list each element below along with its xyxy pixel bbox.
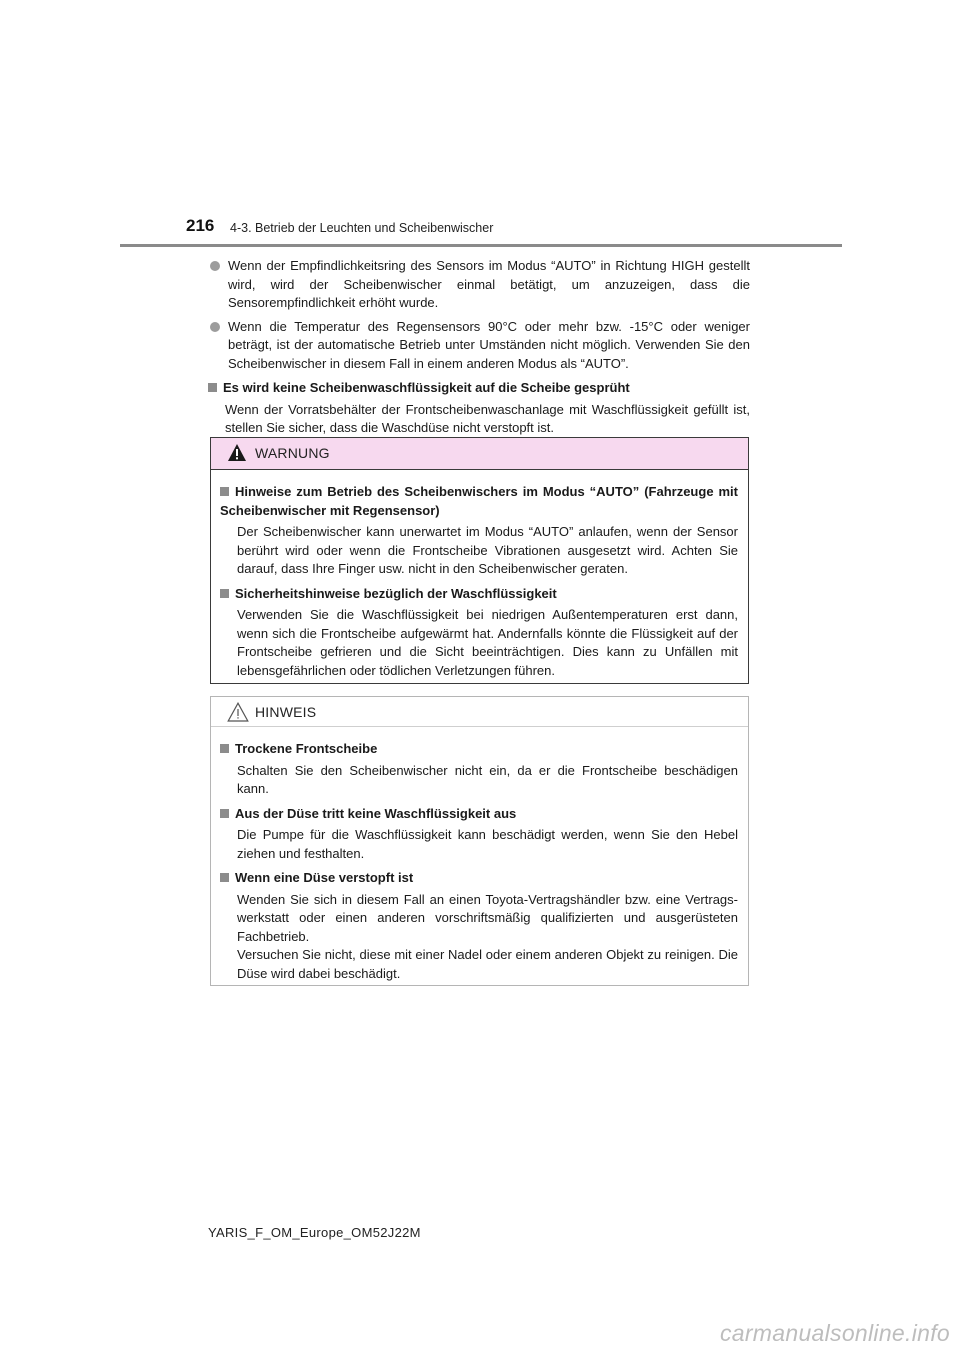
section-heading: Es wird keine Scheibenwaschflüssigkeit auf die Scheibe gesprüht	[208, 379, 750, 398]
notice-box	[210, 696, 749, 986]
section-body: Wenn der Vorratsbehälter der Frontscheibenwaschanlage mit Waschflüssigkeit gefüllt ist, stellen Sie sicher, dass die Waschdüse nicht verstopft ist.	[225, 401, 750, 435]
notice-item-body: Schalten Sie den Scheibenwischer nicht ein, da er die Frontscheibe beschädigen kann.	[237, 762, 738, 796]
warning-header	[211, 438, 748, 470]
bullet-text: Wenn der Empfindlichkeitsring des Sensors im Modus “AUTO” in Richtung HIGH gestellt wird, wird der Scheibenwischer einmal betätigt, um anzuzeigen, dass die Sensorempfindlichkeit erhöht wurde.	[228, 258, 750, 310]
notice-triangle-icon	[227, 702, 249, 722]
square-bullet-icon	[220, 744, 229, 753]
bullet-dot-icon	[210, 261, 220, 271]
header-rule	[120, 244, 842, 247]
warning-box	[210, 437, 749, 684]
bullet-item	[208, 318, 750, 374]
square-bullet-icon	[220, 809, 229, 818]
notice-header	[211, 697, 748, 727]
warning-triangle-icon	[227, 443, 247, 462]
notice-item-heading: Wenn eine Düse verstopft ist	[220, 869, 738, 888]
notice-item-heading: Aus der Düse tritt keine Waschflüssigkeit aus	[220, 805, 738, 824]
warning-item-body: Der Scheibenwischer kann unerwartet im Modus “AUTO” anlaufen, wenn der Sensor berührt wird oder wenn die Frontscheibe Vibrationen ausgesetzt wird. Achten Sie darauf, dass Ihre Finger usw. nicht in den Scheibenwischer geraten.	[237, 524, 738, 576]
square-bullet-icon	[220, 873, 229, 882]
notice-item-body: Die Pumpe für die Waschflüssigkeit kann beschädigt werden, wenn Sie den Hebel ziehen und festhalten.	[237, 827, 738, 861]
document-code: YARIS_F_OM_Europe_OM52J22M	[208, 1225, 421, 1240]
main-content	[208, 252, 750, 438]
bullet-text: Wenn die Temperatur des Regensensors 90°C oder mehr bzw. -15°C oder weniger beträgt, ist der automatische Betrieb unter Umständen nicht möglich. Verwenden Sie den Scheibenwischer in diesem Fall in einem anderen Modus als “AUTO”.	[228, 318, 750, 371]
warning-title: WARNUNG	[255, 445, 330, 461]
square-bullet-icon	[208, 383, 217, 392]
notice-title: HINWEIS	[255, 704, 317, 720]
square-bullet-icon	[220, 589, 229, 598]
bullet-dot-icon	[210, 322, 220, 332]
warning-body	[211, 470, 748, 680]
warning-item-heading: Hinweise zum Betrieb des Scheibenwischers im Modus “AUTO” (Fahrzeuge mit Scheibenwischer mit Regensensor)	[220, 484, 738, 518]
page-number: 216	[186, 216, 215, 235]
warning-item-heading: Sicherheitshinweise bezüglich der Waschflüssigkeit	[220, 585, 738, 604]
notice-item-body: Wenden Sie sich in diesem Fall an einen Toyota-Vertragshändler bzw. eine Vertrags-werkstatt oder einen anderen vorschriftsmäßig qualifizierten und ausgerüsteten Fachbetrieb.	[237, 891, 738, 944]
notice-item-heading: Trockene Frontscheibe	[220, 740, 738, 759]
section-title: 4-3. Betrieb der Leuchten und Scheibenwischer	[230, 221, 494, 235]
bullet-item	[208, 257, 750, 313]
watermark: carmanualsonline.info	[719, 1320, 950, 1346]
notice-body	[211, 727, 748, 983]
notice-item-body-extra: Versuchen Sie nicht, diese mit einer Nadel oder einem anderen Objekt zu reinigen. Die Düse wird dabei beschädigt.	[237, 947, 738, 981]
warning-item-body: Verwenden Sie die Waschflüssigkeit bei niedrigen Außentemperaturen erst dann, wenn sich die Frontscheibe aufgewärmt hat. Andernfalls könnte die Flüssigkeit auf der Frontscheibe gefrieren und die Sicht beeinträchtigen. Dies kann zu Unfällen mit lebensgefährlichen oder tödlichen Verletzungen führen.	[237, 607, 738, 678]
square-bullet-icon	[220, 487, 229, 496]
